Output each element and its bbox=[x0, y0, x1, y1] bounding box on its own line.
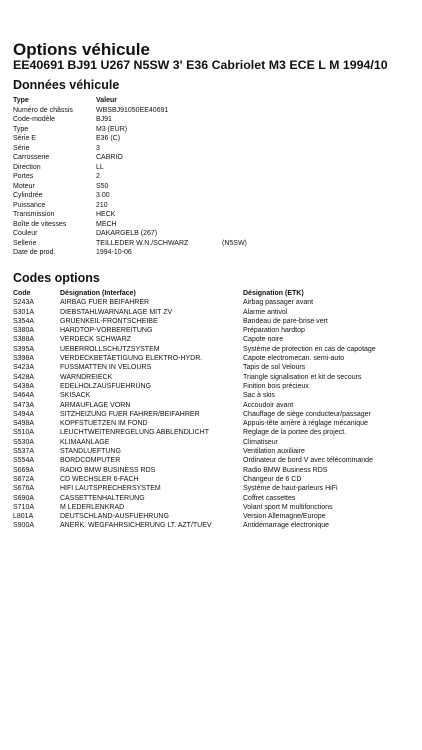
vehicle-field-label: Moteur bbox=[13, 182, 35, 190]
option-row bbox=[13, 466, 418, 475]
option-etk-designation: Finition bois précieux bbox=[243, 382, 309, 390]
option-code: S672A bbox=[13, 475, 35, 483]
option-row bbox=[13, 363, 418, 372]
option-code: S494A bbox=[13, 410, 35, 418]
option-etk-designation: Coffret cassettes bbox=[243, 494, 296, 502]
option-row bbox=[13, 401, 418, 410]
option-row bbox=[13, 428, 418, 437]
option-interface-designation: GRUENKEIL-FRONTSCHEIBE bbox=[60, 317, 158, 325]
vehicle-field-label: Boîte de vitesses bbox=[13, 220, 67, 228]
option-interface-designation: VERDECKBETAETIGUNG ELEKTRO-HYDR. bbox=[60, 355, 203, 363]
option-etk-designation: Accoudoir avant bbox=[243, 401, 294, 409]
option-code: S301A bbox=[13, 308, 35, 316]
option-code: S710A bbox=[13, 503, 35, 511]
vehicle-data-row bbox=[13, 106, 413, 116]
vehicle-data-row bbox=[13, 134, 413, 144]
option-row bbox=[13, 298, 418, 307]
option-etk-designation: Bandeau de pare-brise vert bbox=[243, 317, 328, 325]
vehicle-data-row bbox=[13, 144, 413, 154]
option-row bbox=[13, 317, 418, 326]
vehicle-data-table bbox=[13, 96, 413, 258]
option-row bbox=[13, 326, 418, 335]
vehicle-field-label: Couleur bbox=[13, 230, 38, 237]
option-row bbox=[13, 521, 418, 530]
option-code: S690A bbox=[13, 494, 35, 502]
vehicle-field-value: WBSBJ91050EE40691 bbox=[96, 106, 169, 114]
option-row bbox=[13, 382, 418, 391]
vehicle-field-label: Numéro de châssis bbox=[13, 106, 73, 114]
option-interface-designation: BORDCOMPUTER bbox=[60, 457, 121, 465]
vehicle-field-value: 3 bbox=[96, 144, 100, 152]
option-interface-designation: CD WECHSLER 6-FACH bbox=[60, 475, 139, 483]
col-interface-header: Désignation (Interface) bbox=[60, 290, 136, 297]
vehicle-subtitle: EE40691 BJ91 U267 N5SW 3' E36 Cabriolet M3 ECE L M 1994/10 bbox=[13, 58, 388, 72]
vehicle-data-row bbox=[13, 220, 413, 230]
option-row bbox=[13, 456, 418, 465]
option-etk-designation: Airbag passager avant bbox=[243, 299, 314, 307]
vehicle-field-label: Transmission bbox=[13, 211, 55, 218]
option-row bbox=[13, 308, 418, 317]
option-code: S530A bbox=[13, 438, 35, 446]
option-code: S423A bbox=[13, 364, 35, 372]
option-etk-designation: Capote noire bbox=[243, 336, 284, 344]
options-table-header bbox=[13, 289, 418, 298]
vehicle-data-row bbox=[13, 229, 413, 239]
option-row bbox=[13, 391, 418, 400]
vehicle-field-label: Code-modèle bbox=[13, 116, 56, 123]
option-interface-designation: KOPFSTUETZEN IM FOND bbox=[60, 420, 148, 428]
option-etk-designation: Reglage de la portee des project. bbox=[243, 429, 347, 437]
vehicle-field-label: Type bbox=[13, 125, 29, 133]
vehicle-table-header bbox=[13, 96, 413, 106]
option-etk-designation: Triangle signalisation et kit de secours bbox=[243, 373, 362, 381]
option-row bbox=[13, 419, 418, 428]
option-row bbox=[13, 512, 418, 521]
option-code: S473A bbox=[13, 401, 35, 409]
option-code: S380A bbox=[13, 327, 35, 335]
option-code: S438A bbox=[13, 382, 35, 390]
vehicle-field-value: DAKARGELB (267) bbox=[96, 230, 158, 237]
vehicle-data-row bbox=[13, 153, 413, 163]
option-etk-designation: Tapis de sol Velours bbox=[243, 364, 306, 372]
col-type-header: Type bbox=[13, 97, 29, 104]
col-etk-header: Désignation (ETK) bbox=[243, 290, 304, 297]
option-interface-designation: HIFI LAUTSPRECHERSYSTEM bbox=[60, 485, 161, 493]
option-interface-designation: KLIMAANLAGE bbox=[60, 438, 110, 446]
option-code: S428A bbox=[13, 373, 35, 381]
option-code: L801A bbox=[13, 513, 34, 521]
option-code: S900A bbox=[13, 522, 35, 530]
option-interface-designation: FUSSMATTEN IN VELOURS bbox=[60, 364, 152, 372]
vehicle-field-value: E36 (C) bbox=[96, 135, 121, 142]
vehicle-field-value: BJ91 bbox=[96, 116, 112, 123]
option-etk-designation: Ventilation auxiliaire bbox=[243, 448, 305, 456]
option-etk-designation: Appuis-tête arrière à réglage mécanique bbox=[243, 420, 368, 428]
option-interface-designation: SITZHEIZUNG FUER FAHRER/BEIFAHRER bbox=[60, 410, 200, 418]
option-code: S669A bbox=[13, 466, 35, 474]
vehicle-field-value: LL bbox=[96, 163, 104, 171]
option-row bbox=[13, 475, 418, 484]
option-code: S554A bbox=[13, 457, 35, 465]
vehicle-field-label: Puissance bbox=[13, 201, 46, 209]
vehicle-field-label: Direction bbox=[13, 163, 41, 171]
option-interface-designation: ANERK. WEGFAHRSICHERUNG LT. AZT/TUEV bbox=[60, 522, 212, 530]
option-etk-designation: Antidémarrage électronique bbox=[243, 522, 329, 530]
vehicle-data-row bbox=[13, 248, 413, 258]
vehicle-data-row bbox=[13, 125, 413, 135]
vehicle-field-value: HECK bbox=[96, 211, 116, 218]
page-title: Options véhicule bbox=[13, 40, 150, 59]
vehicle-data-row bbox=[13, 163, 413, 173]
option-etk-designation: Ordinateur de bord V avec télécommande bbox=[243, 457, 373, 465]
vehicle-data-row bbox=[13, 201, 413, 211]
vehicle-field-label: Portes bbox=[13, 173, 34, 180]
vehicle-field-label: Date de prod. bbox=[13, 249, 56, 256]
vehicle-field-extra: (N5SW) bbox=[222, 239, 247, 247]
option-row bbox=[13, 484, 418, 493]
vehicle-field-value: S50 bbox=[96, 182, 109, 190]
vehicle-data-row bbox=[13, 239, 413, 249]
option-row bbox=[13, 438, 418, 447]
vehicle-field-value: 3.00 bbox=[96, 192, 110, 199]
option-code: S243A bbox=[13, 299, 35, 307]
option-row bbox=[13, 373, 418, 382]
vehicle-field-label: Cylindrée bbox=[13, 192, 43, 199]
option-interface-designation: VERDECK SCHWARZ bbox=[60, 336, 131, 344]
vehicle-field-value: CABRIO bbox=[96, 154, 123, 161]
option-interface-designation: WARNDREIECK bbox=[60, 373, 113, 381]
option-etk-designation: Système de haut-parleurs HiFi bbox=[243, 485, 338, 493]
option-interface-designation: DIEBSTAHLWARNANLAGE MIT ZV bbox=[60, 308, 173, 316]
option-code: S537A bbox=[13, 448, 35, 456]
col-value-header: Valeur bbox=[96, 97, 118, 104]
option-interface-designation: ARMAUFLAGE VORN bbox=[60, 401, 131, 409]
option-interface-designation: SKISACK bbox=[60, 392, 91, 400]
option-etk-designation: Radio BMW Business RDS bbox=[243, 466, 328, 474]
option-etk-designation: Version Allemagne/Europe bbox=[243, 513, 326, 521]
vehicle-field-label: Série E bbox=[13, 135, 36, 142]
vehicle-field-value: 1994-10-06 bbox=[96, 249, 132, 256]
option-row bbox=[13, 410, 418, 419]
option-row bbox=[13, 494, 418, 503]
vehicle-field-value: M3 (EUR) bbox=[96, 125, 128, 133]
option-etk-designation: Changeur de 6 CD bbox=[243, 475, 302, 483]
option-code: S498A bbox=[13, 420, 35, 428]
option-interface-designation: LEUCHTWEITENREGELUNG ABBLENDLICHT bbox=[60, 429, 209, 437]
vehicle-data-row bbox=[13, 115, 413, 125]
option-interface-designation: UEBERROLLSCHUTZSYSTEM bbox=[60, 345, 160, 353]
option-interface-designation: AIRBAG FUER BEIFAHRER bbox=[60, 299, 150, 307]
option-etk-designation: Sac à skis bbox=[243, 392, 275, 400]
vehicle-field-value: MECH bbox=[96, 220, 117, 228]
option-code: S354A bbox=[13, 317, 35, 325]
option-interface-designation: CASSETTENHALTERUNG bbox=[60, 494, 145, 502]
vehicle-data-heading: Données véhicule bbox=[13, 78, 120, 92]
option-row bbox=[13, 503, 418, 512]
vehicle-field-value: 2 bbox=[96, 173, 100, 180]
option-etk-designation: Préparation hardtop bbox=[243, 327, 305, 335]
vehicle-data-row bbox=[13, 191, 413, 201]
option-code: S398A bbox=[13, 355, 35, 363]
col-code-header: Code bbox=[13, 290, 31, 297]
option-etk-designation: Capote electromecan. semi-auto bbox=[243, 355, 345, 363]
option-interface-designation: EDELHOLZAUSFUEHRUNG bbox=[60, 382, 152, 390]
option-code: S464A bbox=[13, 392, 35, 400]
vehicle-data-row bbox=[13, 210, 413, 220]
option-etk-designation: Alarme antivol bbox=[243, 308, 288, 316]
option-interface-designation: DEUTSCHLAND-AUSFUEHRUNG bbox=[60, 513, 169, 521]
vehicle-field-value: 210 bbox=[96, 201, 108, 209]
option-interface-designation: M LEDERLENKRAD bbox=[60, 503, 125, 511]
option-etk-designation: Système de protection en cas de capotage bbox=[243, 345, 376, 353]
option-row bbox=[13, 335, 418, 344]
vehicle-data-row bbox=[13, 172, 413, 182]
option-row bbox=[13, 354, 418, 363]
option-interface-designation: RADIO BMW BUSINESS RDS bbox=[60, 466, 156, 474]
options-table bbox=[13, 289, 418, 531]
option-row bbox=[13, 447, 418, 456]
option-code: S676A bbox=[13, 485, 35, 493]
option-etk-designation: Volant sport M multifonctions bbox=[243, 503, 333, 511]
option-etk-designation: Chauffage de siège conducteur/passager bbox=[243, 410, 371, 418]
option-interface-designation: STANDLUEFTUNG bbox=[60, 448, 121, 456]
option-code: S388A bbox=[13, 336, 35, 344]
vehicle-data-row bbox=[13, 182, 413, 192]
option-code: S510A bbox=[13, 429, 35, 437]
vehicle-field-label: Série bbox=[13, 144, 30, 152]
option-interface-designation: HARDTOP-VORBEREITUNG bbox=[60, 327, 153, 335]
option-etk-designation: Climatiseur bbox=[243, 438, 279, 446]
option-row bbox=[13, 345, 418, 354]
option-code: S395A bbox=[13, 345, 35, 353]
vehicle-field-label: Carrosserie bbox=[13, 154, 50, 161]
vehicle-field-value: TEILLEDER W.N./SCHWARZ bbox=[96, 239, 189, 247]
options-codes-heading: Codes options bbox=[13, 271, 100, 285]
vehicle-field-label: Sellerie bbox=[13, 239, 37, 247]
